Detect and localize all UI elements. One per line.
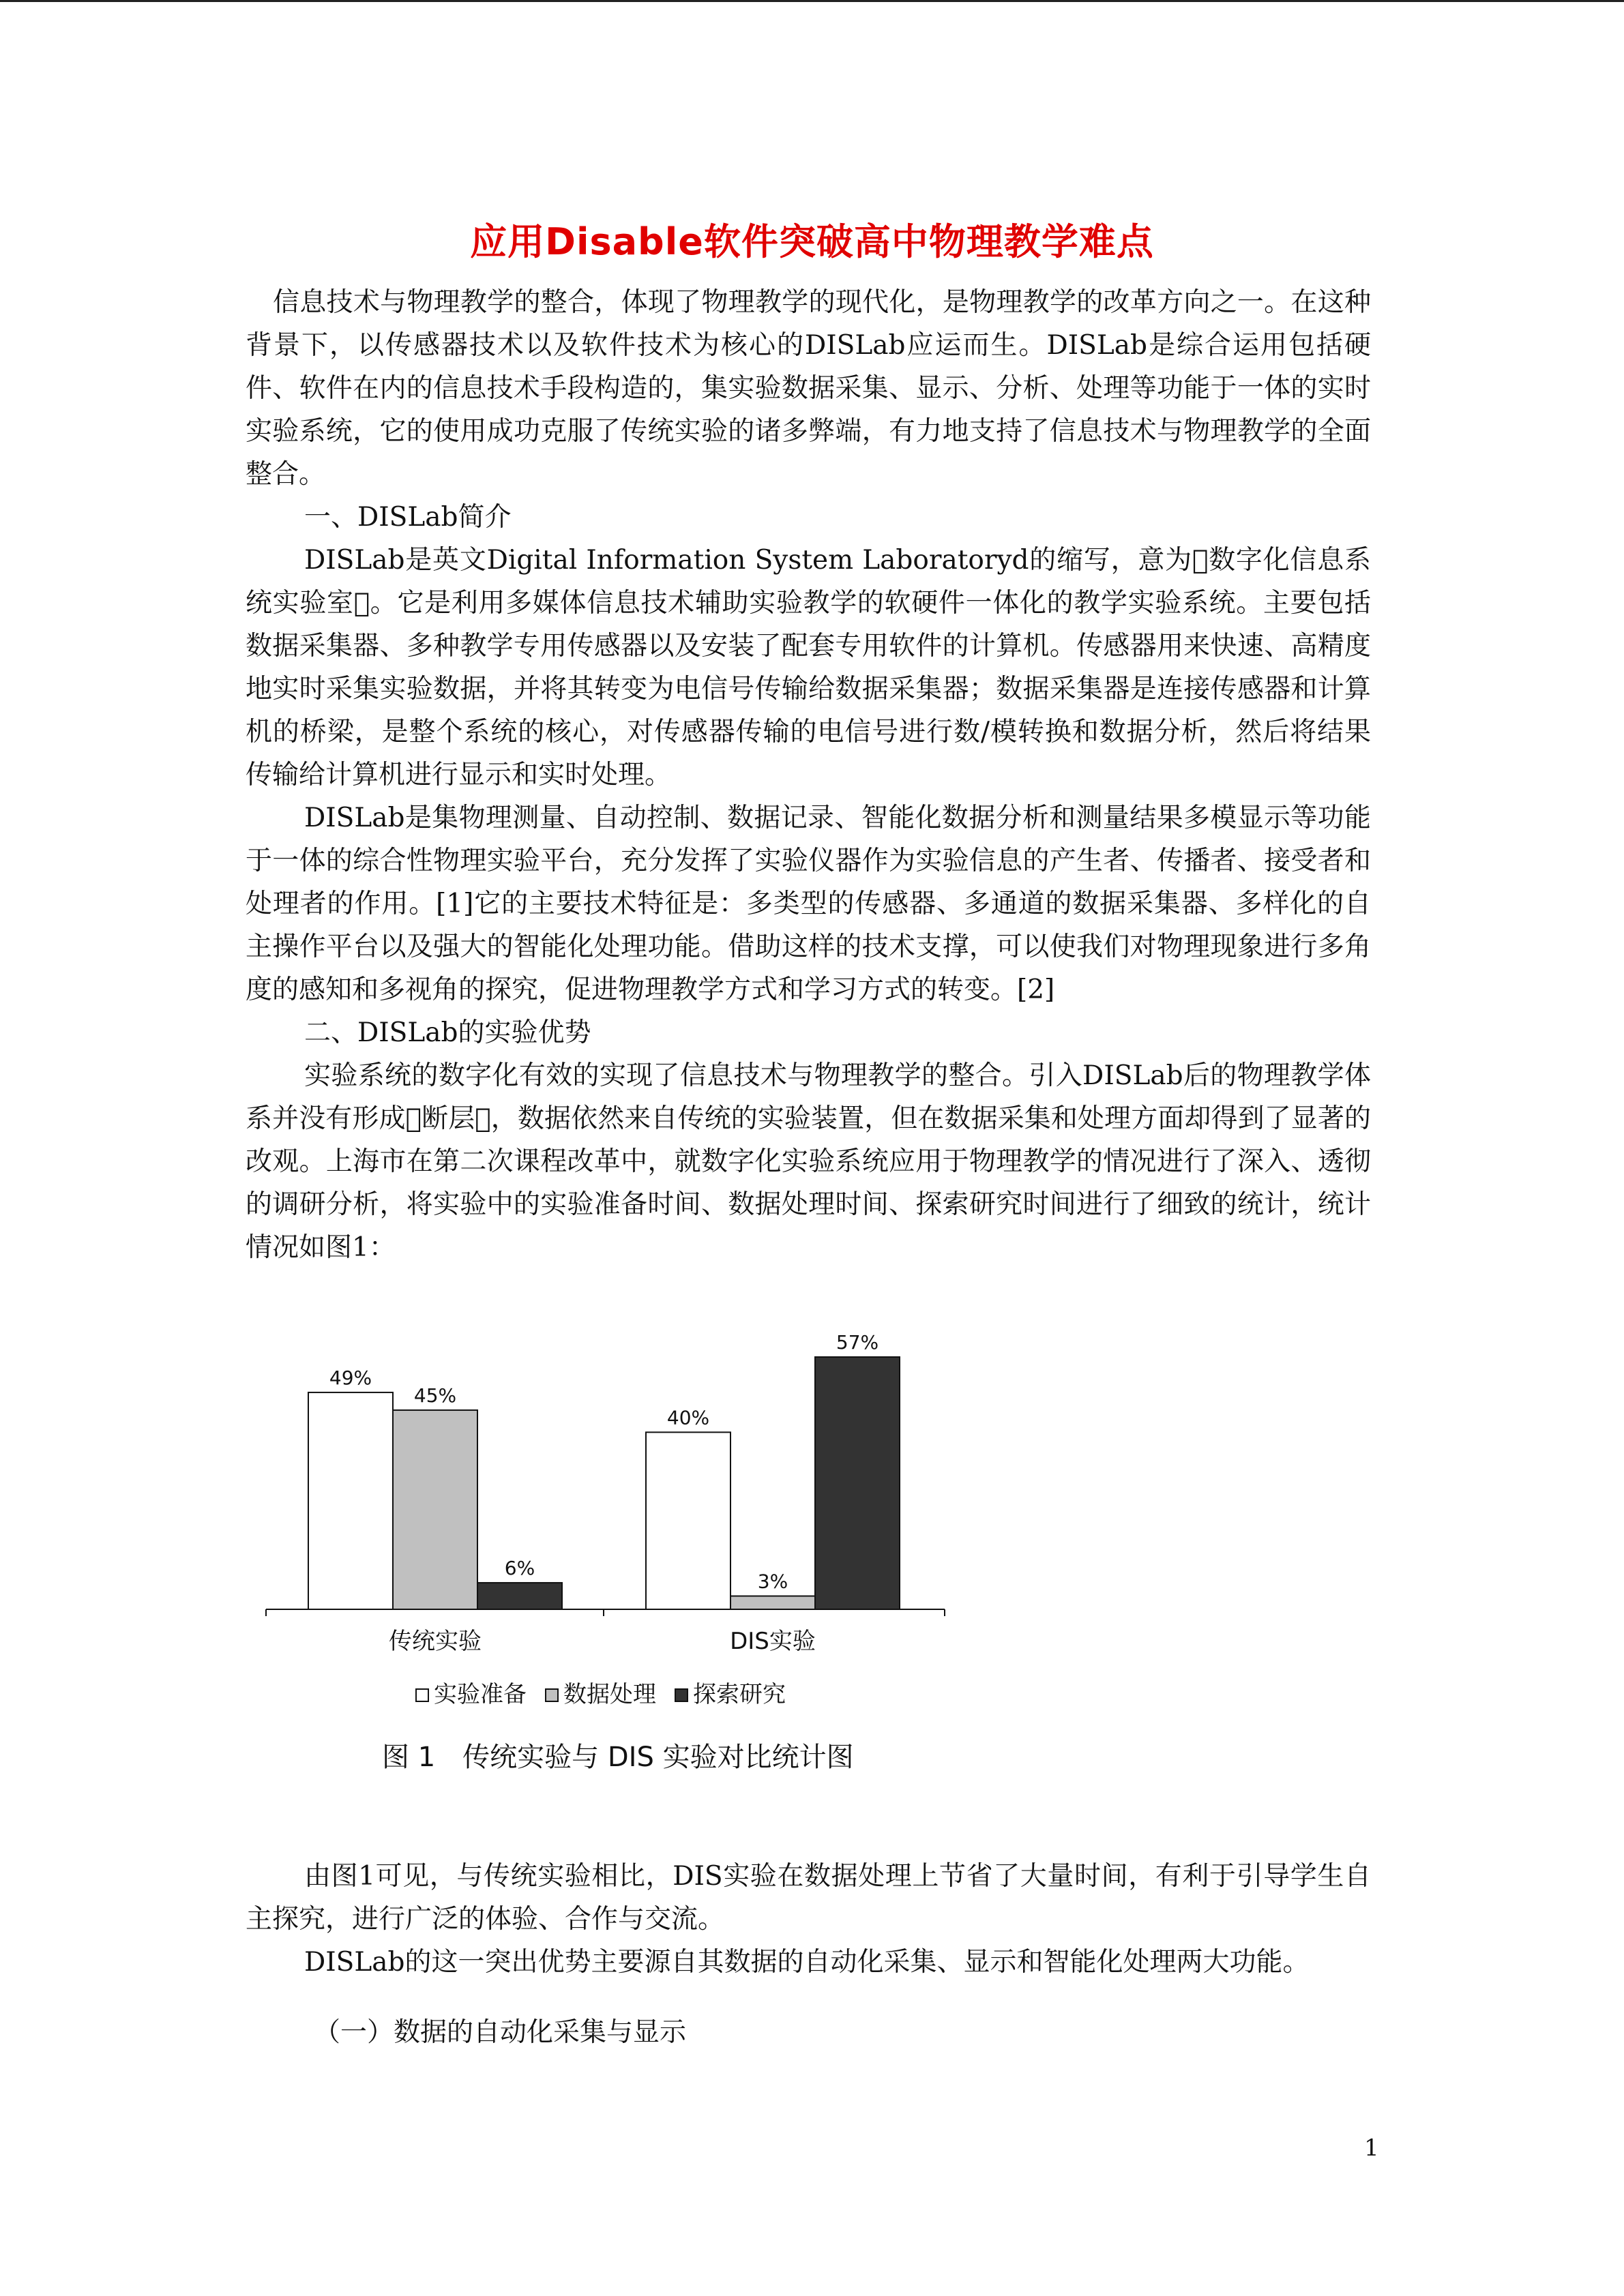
data-label-0-0: 49% xyxy=(329,1366,372,1389)
legend-swatch-1 xyxy=(546,1689,558,1701)
paragraph-dislab-platform: DISLab是集物理测量、自动控制、数据记录、智能化数据分析和测量结果多模显示等功能于一体的综合性物理实验平台，充分发挥了实验仪器作为实验信息的产生者、传播者、接受者和处理者的作用。[1]它的主要技术特征是：多类型的传感器、多通道的数据采集器、多样化的自主操作平台以及强大的智能化处理功能。借助这样的技术支撑，可以使我们对物理现象进行多角度的感知和多视角的探究，促进物理教学方式和学习方式的转变。[2] xyxy=(246,803,1371,1005)
paragraph-main-advantage: DISLab的这一突出优势主要源自其数据的自动化采集、显示和智能化处理两大功能。 xyxy=(304,1947,1310,1978)
legend-label-1: 数据处理 xyxy=(563,1681,656,1708)
heading-dislab-intro: 一、DISLab简介 xyxy=(304,502,512,533)
paragraph-intro: 信息技术与物理教学的整合，体现了物理教学的现代化，是物理教学的改革方向之一。在这种背景下，以传感器技术以及软件技术为核心的DISLab应运而生。DISLab是综合运用包括硬件、软件在内的信息技术手段构造的，集实验数据采集、显示、分析、处理等功能于一体的实时实验系统，它的使用成功克服了传统实验的诸多弊端，有力地支持了信息技术与物理教学的全面整合。 xyxy=(246,287,1371,490)
body-section-2 xyxy=(246,1855,1371,2054)
bar-0-1 xyxy=(393,1410,477,1609)
legend-label-2: 探索研究 xyxy=(693,1681,786,1708)
paragraph-digitalization: 实验系统的数字化有效的实现了信息技术与物理教学的整合。引入DISLab后的物理教学体系并没有形成 断层 ，数据依然来自传统的实验装置，但在数据采集和处理方面却得到了显著的改观。上海市在第二次课程改革中，就数字化实验系统应用于物理教学的情况进行了深入、透彻的调研分析，将实验中的实验准备时间、数据处理时间、探索研究时间进行了细致的统计，统计情况如图1： xyxy=(246,1060,1371,1263)
data-label-1-1: 3% xyxy=(757,1570,788,1593)
legend-label-0: 实验准备 xyxy=(434,1681,527,1708)
bar-0-0 xyxy=(308,1392,393,1609)
paragraph-dislab-definition: DISLab是英文Digital Information System Laboratoryd的缩写，意为 数字化信息系统实验室 。它是利用多媒体信息技术辅助实验教学的软硬件一体化的教学实验系统。主要包括数据采集器、多种教学专用传感器以及安装了配套专用软件的计算机。传感器用来快速、高精度地实时采集实验数据，并将其转变为电信号传输给数据采集器；数据采集器是连接传感器和计算机的桥梁，是整个系统的核心，对传感器传输的电信号进行数/模转换和数据分析，然后将结果传输给计算机进行显示和实时处理。 xyxy=(246,545,1371,790)
legend-swatch-0 xyxy=(416,1689,428,1701)
bar-0-2 xyxy=(477,1583,562,1609)
chart-svg xyxy=(259,1323,955,1787)
bar-1-2 xyxy=(815,1357,900,1609)
data-label-1-2: 57% xyxy=(836,1331,879,1354)
document-title: 应用Disable软件突破高中物理教学难点 xyxy=(470,220,1154,263)
legend-swatch-2 xyxy=(675,1689,688,1701)
heading-auto-collection: （一）数据的自动化采集与显示 xyxy=(314,2017,687,2048)
page-number: 1 xyxy=(1364,2134,1379,2162)
body-section-1 xyxy=(246,281,1371,1269)
heading-dislab-advantages: 二、DISLab的实验优势 xyxy=(304,1017,591,1048)
data-label-1-0: 40% xyxy=(666,1406,710,1429)
bar-1-0 xyxy=(646,1432,730,1609)
category-label-1: DIS实验 xyxy=(730,1628,816,1655)
figure-caption: 图 1 传统实验与 DIS 实验对比统计图 xyxy=(382,1742,854,1773)
data-label-0-1: 45% xyxy=(413,1384,457,1407)
paragraph-figure-conclusion: 由图1可见，与传统实验相比，DIS实验在数据处理上节省了大量时间，有利于引导学生自主探究，进行广泛的体验、合作与交流。 xyxy=(246,1861,1371,1935)
category-label-0: 传统实验 xyxy=(389,1628,482,1655)
comparison-bar-chart xyxy=(259,1323,955,1787)
data-label-0-2: 6% xyxy=(504,1557,535,1580)
bar-1-1 xyxy=(730,1596,815,1609)
top-border-line xyxy=(0,0,1624,2)
